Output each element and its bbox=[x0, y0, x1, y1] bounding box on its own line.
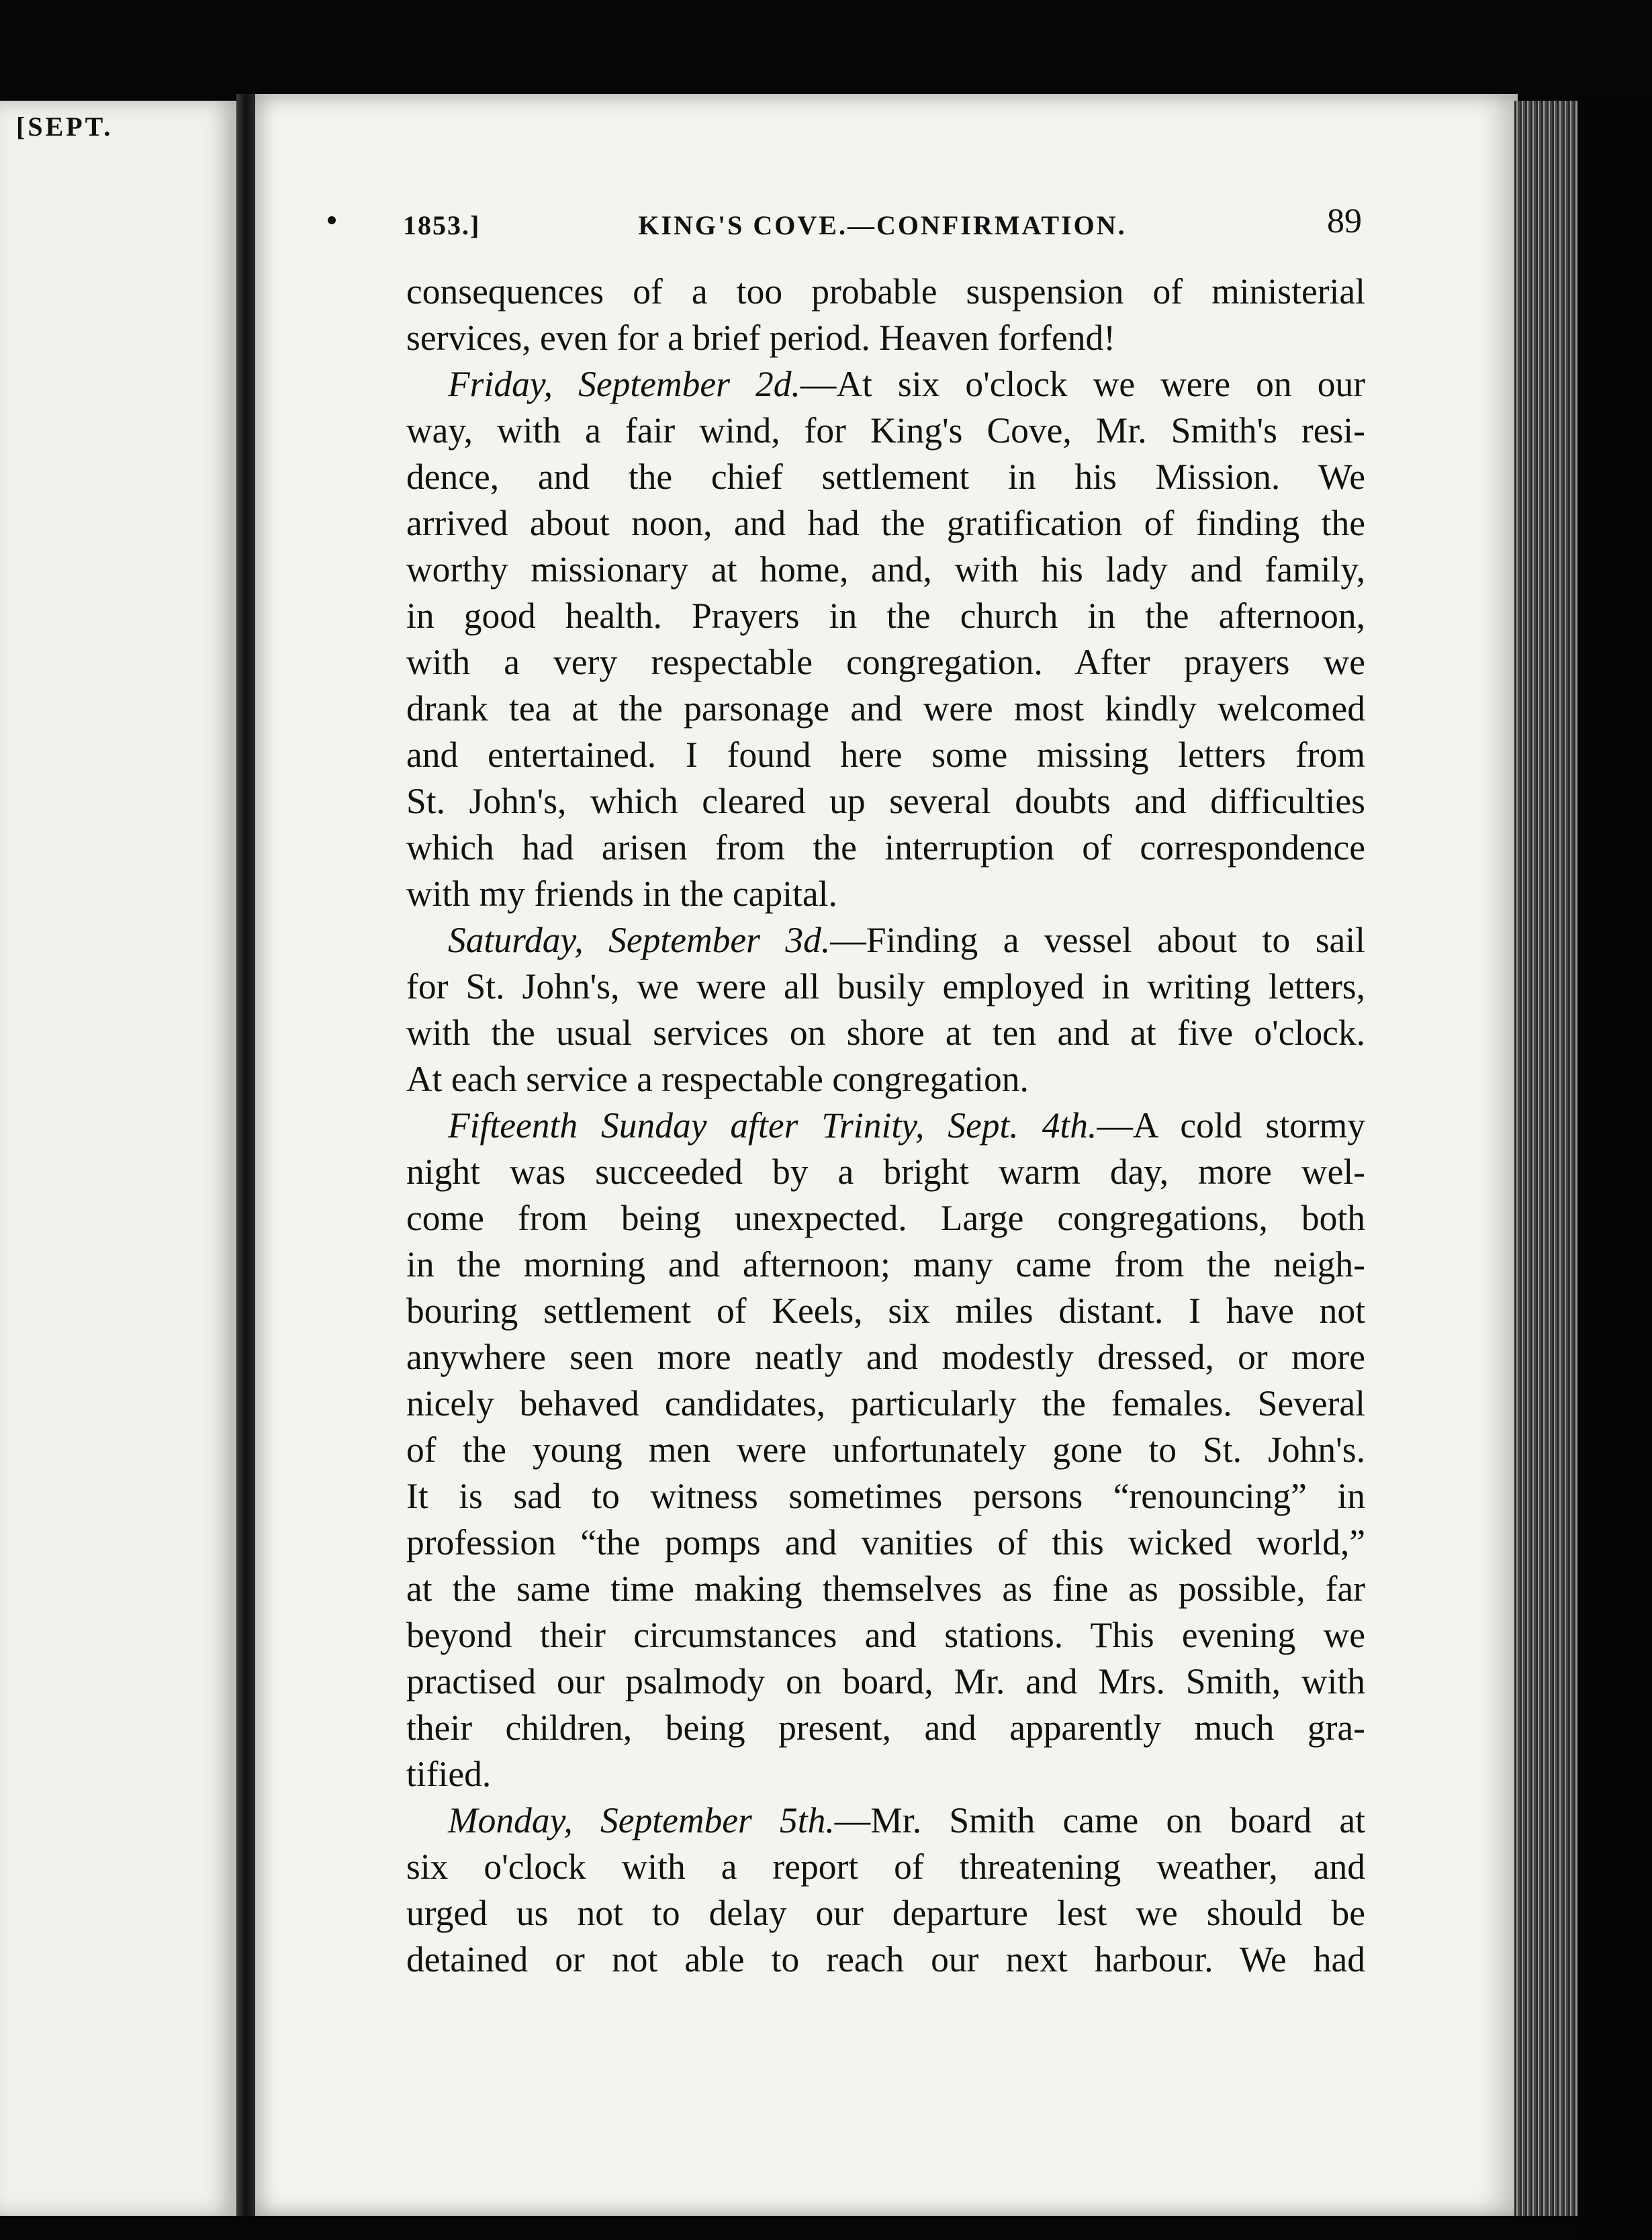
line-text: at the same time making themselves as fine as possible, far bbox=[406, 1569, 1365, 1609]
line-text: detained or not able to reach our next harbour. We had bbox=[406, 1939, 1365, 1979]
book-gutter bbox=[236, 94, 255, 2216]
line-text: urged us not to delay our departure lest we should be bbox=[406, 1893, 1365, 1933]
text-line bbox=[406, 269, 1365, 315]
text-line bbox=[406, 1427, 1365, 1473]
line-text: in the morning and afternoon; many came from the neigh- bbox=[406, 1244, 1365, 1285]
text-line bbox=[406, 1936, 1365, 1983]
left-page-header: [SEPT. bbox=[16, 111, 113, 142]
text-line bbox=[406, 686, 1365, 732]
text-line bbox=[406, 500, 1365, 547]
entry-date: Fifteenth Sunday after Trinity, Sept. 4th. bbox=[448, 1105, 1097, 1146]
line-text: nicely behaved candidates, particularly the females. Several bbox=[406, 1383, 1365, 1424]
text-line bbox=[406, 732, 1365, 778]
paragraph-start-line bbox=[406, 1798, 1365, 1844]
text-line bbox=[406, 1473, 1365, 1520]
line-text: their children, being present, and apparently much gra- bbox=[406, 1708, 1365, 1748]
line-text: night was succeeded by a bright warm day, more wel- bbox=[406, 1152, 1365, 1192]
body-text bbox=[406, 269, 1365, 1983]
line-text: worthy missionary at home, and, with his lady and family, bbox=[406, 549, 1365, 590]
line-text: services, even for a brief period. Heaven forfend! bbox=[406, 318, 1116, 358]
page-number: 89 bbox=[1327, 202, 1362, 240]
left-page bbox=[0, 101, 236, 2216]
line-text: for St. John's, we were all busily employed in writing letters, bbox=[406, 966, 1365, 1007]
line-text: consequences of a too probable suspension of ministerial bbox=[406, 271, 1365, 312]
text-line bbox=[406, 593, 1365, 639]
text-line bbox=[406, 547, 1365, 593]
text-line bbox=[406, 1844, 1365, 1890]
line-text: which had arisen from the interruption of correspondence bbox=[406, 827, 1365, 868]
page-edges bbox=[1514, 101, 1578, 2216]
text-line bbox=[406, 1195, 1365, 1242]
text-line bbox=[406, 315, 1365, 361]
line-text: It is sad to witness sometimes persons “renouncing” in bbox=[406, 1476, 1365, 1516]
text-line bbox=[406, 1520, 1365, 1566]
text-line bbox=[406, 778, 1365, 825]
text-line bbox=[406, 1149, 1365, 1195]
text-line bbox=[406, 1381, 1365, 1427]
text-line bbox=[406, 1010, 1365, 1056]
line-text: way, with a fair wind, for King's Cove, Mr. Smith's resi- bbox=[406, 410, 1365, 451]
text-line bbox=[406, 1242, 1365, 1288]
paragraph-start-line bbox=[406, 361, 1365, 408]
running-head bbox=[403, 202, 1362, 246]
line-text: with a very respectable congregation. After prayers we bbox=[406, 642, 1365, 682]
text-line bbox=[406, 871, 1365, 917]
text-line bbox=[406, 964, 1365, 1010]
text-line bbox=[406, 639, 1365, 686]
line-text: profession “the pomps and vanities of this wicked world,” bbox=[406, 1522, 1365, 1562]
line-text: six o'clock with a report of threatening weather, and bbox=[406, 1847, 1365, 1887]
text-line bbox=[406, 454, 1365, 500]
line-text: tified. bbox=[406, 1754, 492, 1794]
line-text: anywhere seen more neatly and modestly dressed, or more bbox=[406, 1337, 1365, 1377]
line-text: arrived about noon, and had the gratification of finding the bbox=[406, 503, 1365, 543]
line-text: —Mr. Smith came on board at bbox=[834, 1800, 1365, 1840]
paragraph-start-line bbox=[406, 1103, 1365, 1149]
line-text: bouring settlement of Keels, six miles distant. I have not bbox=[406, 1291, 1365, 1331]
text-line bbox=[406, 1056, 1365, 1103]
text-line bbox=[406, 408, 1365, 454]
print-mark bbox=[328, 216, 336, 224]
line-text: —Finding a vessel about to sail bbox=[830, 920, 1365, 960]
scan-edge bbox=[1578, 101, 1652, 2240]
line-text: with the usual services on shore at ten and at five o'clock. bbox=[406, 1013, 1365, 1053]
running-head-year: 1853.] bbox=[403, 210, 481, 240]
line-text: —At six o'clock we were on our bbox=[800, 364, 1366, 404]
text-line bbox=[406, 825, 1365, 871]
entry-date: Monday, September 5th. bbox=[448, 1800, 835, 1840]
line-text: St. John's, which cleared up several doubts and difficulties bbox=[406, 781, 1365, 821]
line-text: At each service a respectable congregation. bbox=[406, 1059, 1029, 1099]
text-line bbox=[406, 1705, 1365, 1751]
line-text: with my friends in the capital. bbox=[406, 874, 837, 914]
line-text: practised our psalmody on board, Mr. and Mrs. Smith, with bbox=[406, 1661, 1365, 1701]
line-text: —A cold stormy bbox=[1097, 1105, 1365, 1146]
entry-date: Friday, September 2d. bbox=[448, 364, 800, 404]
text-line bbox=[406, 1288, 1365, 1334]
text-line bbox=[406, 1612, 1365, 1659]
line-text: and entertained. I found here some missing letters from bbox=[406, 735, 1365, 775]
line-text: come from being unexpected. Large congregations, both bbox=[406, 1198, 1365, 1238]
text-line bbox=[406, 1890, 1365, 1936]
running-head-title: KING'S COVE.—CONFIRMATION. bbox=[638, 210, 1127, 240]
line-text: of the young men were unfortunately gone to St. John's. bbox=[406, 1430, 1365, 1470]
text-line bbox=[406, 1751, 1365, 1798]
line-text: in good health. Prayers in the church in the afternoon, bbox=[406, 596, 1365, 636]
line-text: dence, and the chief settlement in his Mission. We bbox=[406, 457, 1365, 497]
line-text: beyond their circumstances and stations. This evening we bbox=[406, 1615, 1365, 1655]
entry-date: Saturday, September 3d. bbox=[448, 920, 831, 960]
text-line bbox=[406, 1566, 1365, 1612]
line-text: drank tea at the parsonage and were most kindly welcomed bbox=[406, 688, 1365, 729]
paragraph-start-line bbox=[406, 917, 1365, 964]
text-line bbox=[406, 1659, 1365, 1705]
text-line bbox=[406, 1334, 1365, 1381]
